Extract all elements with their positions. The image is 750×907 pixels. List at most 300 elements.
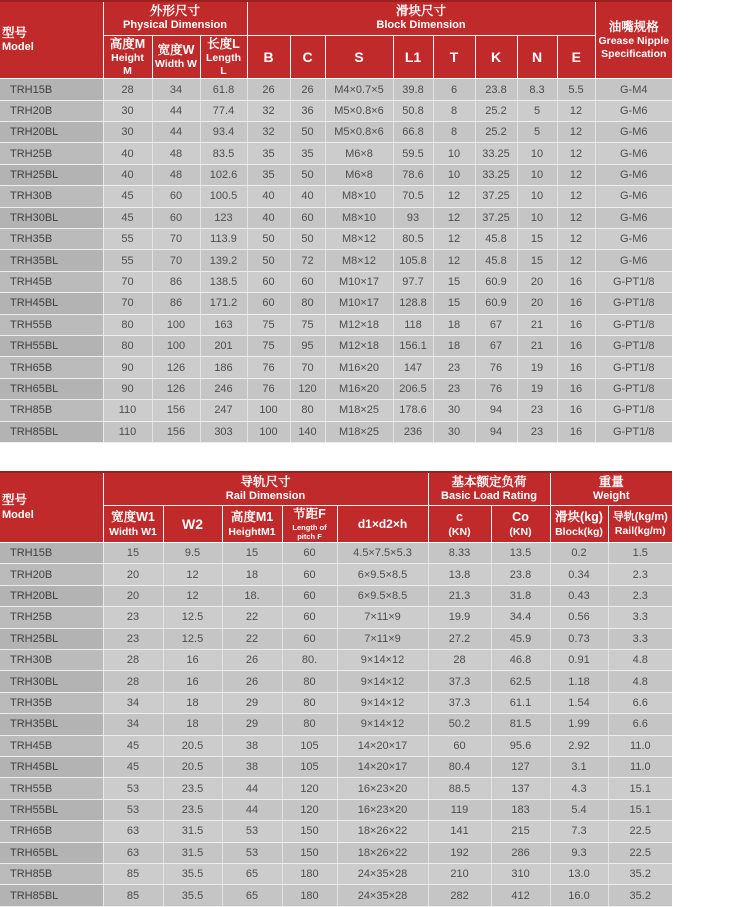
value-cell: M6×8 (325, 143, 393, 164)
value-cell: 34 (103, 692, 163, 713)
value-cell: M6×8 (325, 164, 393, 185)
table2-body (0, 543, 672, 907)
value-cell: 80 (290, 293, 325, 314)
weight-group-header: 重量 Weight (550, 472, 672, 506)
col-header-block-kg: 滑块(kg) Block(kg) (550, 506, 608, 543)
table-row (0, 79, 672, 100)
value-cell: G-PT1/8 (595, 271, 672, 292)
value-cell: 18 (222, 564, 282, 585)
col-header-width-w: 宽度W Width W (152, 35, 200, 79)
col-header-height-m1: 高度M1 HeightM1 (222, 506, 282, 543)
col-header-l1: L1 (393, 35, 433, 79)
value-cell: 44 (222, 778, 282, 799)
physical-dimension-en: Physical Dimension (123, 19, 227, 32)
physical-block-dimension-table (0, 0, 672, 443)
value-cell: 85 (103, 863, 163, 884)
value-cell: 16 (557, 378, 595, 399)
value-cell: 5.4 (550, 799, 608, 820)
value-cell: 29 (222, 692, 282, 713)
value-cell: 26 (247, 79, 290, 100)
model-cell: TRH55BL (0, 336, 103, 357)
value-cell: 60 (282, 607, 337, 628)
value-cell: 50 (247, 250, 290, 271)
value-cell: 80 (290, 400, 325, 421)
value-cell: 70.5 (393, 186, 433, 207)
rail-dimension-group-header: 导轨尺寸 Rail Dimension (103, 472, 428, 506)
value-cell: 156.1 (393, 336, 433, 357)
model-cell: TRH25B (0, 143, 103, 164)
value-cell: 247 (200, 400, 247, 421)
value-cell: 127 (491, 756, 550, 777)
model-cell: TRH65BL (0, 842, 103, 863)
value-cell: 12 (557, 207, 595, 228)
value-cell: 5 (517, 100, 557, 121)
value-cell: 45.8 (475, 229, 517, 250)
value-cell: 12 (433, 207, 475, 228)
model-cell: TRH55BL (0, 799, 103, 820)
value-cell: 138.5 (200, 271, 247, 292)
grease-nipple-zh: 油嘴规格 (608, 19, 659, 34)
value-cell: 86 (152, 271, 200, 292)
value-cell: 119 (428, 799, 491, 820)
value-cell: 20 (103, 585, 163, 606)
value-cell: 105 (282, 735, 337, 756)
value-cell: 53 (103, 799, 163, 820)
value-cell: 2.92 (550, 735, 608, 756)
value-cell: 20 (517, 293, 557, 314)
value-cell: 171.2 (200, 293, 247, 314)
col-header-c-kn: c (KN) (428, 506, 491, 543)
value-cell: 26 (222, 671, 282, 692)
value-cell: 23 (103, 628, 163, 649)
value-cell: 94 (475, 421, 517, 442)
value-cell: M8×12 (325, 250, 393, 271)
value-cell: 126 (152, 357, 200, 378)
table-row (0, 250, 672, 271)
value-cell: 55 (103, 250, 152, 271)
value-cell: M18×25 (325, 400, 393, 421)
value-cell: 100 (152, 314, 200, 335)
table-row (0, 885, 672, 906)
value-cell: G-PT1/8 (595, 314, 672, 335)
value-cell: 20.5 (163, 735, 222, 756)
model-cell: TRH35B (0, 229, 103, 250)
value-cell: M5×0.8×6 (325, 122, 393, 143)
value-cell: 67 (475, 314, 517, 335)
value-cell: 44 (152, 100, 200, 121)
value-cell: 13.8 (428, 564, 491, 585)
value-cell: 80 (282, 714, 337, 735)
value-cell: 9.3 (550, 842, 608, 863)
value-cell: 28 (103, 650, 163, 671)
value-cell: 63 (103, 821, 163, 842)
value-cell: 18 (163, 692, 222, 713)
value-cell: 76 (475, 357, 517, 378)
value-cell: 16×23×20 (337, 799, 428, 820)
value-cell: 28 (103, 671, 163, 692)
value-cell: 15.1 (608, 799, 672, 820)
col-header-w2: W2 (163, 506, 222, 543)
value-cell: M8×12 (325, 229, 393, 250)
table1-body (0, 79, 672, 443)
model-cell: TRH45B (0, 271, 103, 292)
value-cell: 123 (200, 207, 247, 228)
model-cell: TRH30BL (0, 207, 103, 228)
table-row (0, 842, 672, 863)
value-cell: 126 (152, 378, 200, 399)
value-cell: 31.5 (163, 842, 222, 863)
table-row (0, 400, 672, 421)
model-cell: TRH20B (0, 564, 103, 585)
value-cell: 180 (282, 885, 337, 906)
model-cell: TRH30B (0, 186, 103, 207)
value-cell: 45 (103, 735, 163, 756)
value-cell: 72 (290, 250, 325, 271)
value-cell: 4.3 (550, 778, 608, 799)
value-cell: 12 (163, 564, 222, 585)
value-cell: 9.5 (163, 543, 222, 564)
value-cell: 70 (103, 293, 152, 314)
value-cell: 35 (290, 143, 325, 164)
value-cell: 16 (557, 357, 595, 378)
model-label-zh: 型号 (2, 25, 28, 40)
value-cell: 25.2 (475, 122, 517, 143)
value-cell: 163 (200, 314, 247, 335)
value-cell: 16 (557, 421, 595, 442)
value-cell: 61.8 (200, 79, 247, 100)
value-cell: 2.3 (608, 585, 672, 606)
value-cell: 31.8 (491, 585, 550, 606)
value-cell: 37.25 (475, 186, 517, 207)
value-cell: 7.3 (550, 821, 608, 842)
value-cell: 38 (222, 756, 282, 777)
value-cell: G-PT1/8 (595, 421, 672, 442)
table-row (0, 564, 672, 585)
value-cell: 236 (393, 421, 433, 442)
table-row (0, 229, 672, 250)
col-header-k: K (475, 35, 517, 79)
value-cell: M10×17 (325, 271, 393, 292)
value-cell: 201 (200, 336, 247, 357)
value-cell: 15 (517, 250, 557, 271)
value-cell: 3.3 (608, 607, 672, 628)
value-cell: 31.5 (163, 821, 222, 842)
value-cell: 139.2 (200, 250, 247, 271)
value-cell: 32 (247, 100, 290, 121)
value-cell: 2.3 (608, 564, 672, 585)
value-cell: 35.2 (608, 863, 672, 884)
model-cell: TRH30BL (0, 671, 103, 692)
value-cell: G-PT1/8 (595, 357, 672, 378)
value-cell: 28 (428, 650, 491, 671)
value-cell: 100 (152, 336, 200, 357)
value-cell: 5.5 (557, 79, 595, 100)
value-cell: 21 (517, 314, 557, 335)
value-cell: 15 (222, 543, 282, 564)
value-cell: 10 (517, 207, 557, 228)
value-cell: 26 (290, 79, 325, 100)
value-cell: 20.5 (163, 756, 222, 777)
model-cell: TRH55B (0, 314, 103, 335)
table-row (0, 692, 672, 713)
grease-nipple-en1: Grease Nipple (598, 35, 670, 48)
value-cell: 20 (103, 564, 163, 585)
value-cell: 303 (200, 421, 247, 442)
value-cell: 81.5 (491, 714, 550, 735)
value-cell: 48 (152, 143, 200, 164)
value-cell: 23.5 (163, 778, 222, 799)
value-cell: 62.5 (491, 671, 550, 692)
value-cell: 45.8 (475, 250, 517, 271)
value-cell: 75 (247, 336, 290, 357)
value-cell: 28 (103, 79, 152, 100)
model-cell: TRH20BL (0, 122, 103, 143)
value-cell: 27.2 (428, 628, 491, 649)
value-cell: 0.43 (550, 585, 608, 606)
value-cell: 45.9 (491, 628, 550, 649)
value-cell: 16×23×20 (337, 778, 428, 799)
value-cell: 22.5 (608, 821, 672, 842)
value-cell: 8 (433, 122, 475, 143)
value-cell: 19 (517, 378, 557, 399)
value-cell: 10 (517, 164, 557, 185)
value-cell: 100.5 (200, 186, 247, 207)
value-cell: 12 (557, 186, 595, 207)
table-separator-gap (0, 443, 750, 471)
value-cell: 9×14×12 (337, 671, 428, 692)
table-row (0, 293, 672, 314)
value-cell: 113.9 (200, 229, 247, 250)
value-cell: 29 (222, 714, 282, 735)
value-cell: 120 (282, 778, 337, 799)
value-cell: 3.3 (608, 628, 672, 649)
value-cell: 11.0 (608, 735, 672, 756)
model-cell: TRH35BL (0, 250, 103, 271)
value-cell: 9×14×12 (337, 692, 428, 713)
value-cell: 24×35×28 (337, 885, 428, 906)
value-cell: M10×17 (325, 293, 393, 314)
value-cell: 7×11×9 (337, 607, 428, 628)
value-cell: 60 (282, 628, 337, 649)
model-cell: TRH45BL (0, 293, 103, 314)
value-cell: G-M6 (595, 186, 672, 207)
model-cell: TRH85BL (0, 885, 103, 906)
col-header-rail-kgm: 导轨(kg/m) Rail(kg/m) (608, 506, 672, 543)
value-cell: 80.5 (393, 229, 433, 250)
block-dimension-group-header (247, 1, 595, 35)
value-cell: 15 (517, 229, 557, 250)
value-cell: 105 (282, 756, 337, 777)
model-cell: TRH20BL (0, 585, 103, 606)
value-cell: 23 (517, 421, 557, 442)
value-cell: 12.5 (163, 607, 222, 628)
value-cell: 180 (282, 863, 337, 884)
value-cell: 9×14×12 (337, 650, 428, 671)
value-cell: 97.7 (393, 271, 433, 292)
value-cell: 60 (282, 543, 337, 564)
value-cell: 12 (433, 229, 475, 250)
value-cell: 18 (433, 336, 475, 357)
value-cell: 8.33 (428, 543, 491, 564)
rail-dimension-table (0, 471, 672, 907)
value-cell: 1.5 (608, 543, 672, 564)
value-cell: 23.8 (491, 564, 550, 585)
value-cell: 77.4 (200, 100, 247, 121)
value-cell: 12 (557, 250, 595, 271)
value-cell: 50.8 (393, 100, 433, 121)
value-cell: G-PT1/8 (595, 336, 672, 357)
value-cell: 23 (433, 357, 475, 378)
value-cell: 60.9 (475, 271, 517, 292)
model-cell: TRH65B (0, 357, 103, 378)
model-cell: TRH45B (0, 735, 103, 756)
value-cell: 35.2 (608, 885, 672, 906)
value-cell: 23 (517, 400, 557, 421)
table-row (0, 799, 672, 820)
value-cell: 30 (103, 100, 152, 121)
value-cell: 65 (222, 885, 282, 906)
table-row (0, 271, 672, 292)
value-cell: 128.8 (393, 293, 433, 314)
value-cell: 40 (247, 207, 290, 228)
value-cell: 140 (290, 421, 325, 442)
value-cell: 286 (491, 842, 550, 863)
value-cell: 6.6 (608, 692, 672, 713)
value-cell: 10 (517, 186, 557, 207)
grease-nipple-column-header (595, 1, 672, 79)
value-cell: 4.8 (608, 650, 672, 671)
basic-load-rating-group-header: 基本额定负荷 Basic Load Rating (428, 472, 550, 506)
value-cell: 16 (557, 336, 595, 357)
value-cell: 45 (103, 756, 163, 777)
value-cell: 95.6 (491, 735, 550, 756)
value-cell: 93.4 (200, 122, 247, 143)
value-cell: 78.6 (393, 164, 433, 185)
value-cell: 14×20×17 (337, 735, 428, 756)
value-cell: 23 (103, 607, 163, 628)
value-cell: 3.1 (550, 756, 608, 777)
value-cell: 16 (557, 314, 595, 335)
value-cell: 61.1 (491, 692, 550, 713)
value-cell: 16 (557, 400, 595, 421)
model-cell: TRH25B (0, 607, 103, 628)
col-header-s: S (325, 35, 393, 79)
model-cell: TRH15B (0, 79, 103, 100)
value-cell: 150 (282, 842, 337, 863)
value-cell: 15 (433, 293, 475, 314)
value-cell: 80. (282, 650, 337, 671)
value-cell: 70 (290, 357, 325, 378)
value-cell: M8×10 (325, 186, 393, 207)
value-cell: 156 (152, 400, 200, 421)
value-cell: 95 (290, 336, 325, 357)
value-cell: 18 (163, 714, 222, 735)
table-row (0, 314, 672, 335)
value-cell: 12 (433, 250, 475, 271)
value-cell: G-M6 (595, 229, 672, 250)
value-cell: M4×0.7×5 (325, 79, 393, 100)
table-row (0, 378, 672, 399)
value-cell: 76 (475, 378, 517, 399)
value-cell: 80.4 (428, 756, 491, 777)
value-cell: 70 (152, 250, 200, 271)
table-row (0, 778, 672, 799)
value-cell: 15 (433, 271, 475, 292)
value-cell: 16 (557, 293, 595, 314)
value-cell: 282 (428, 885, 491, 906)
value-cell: 1.18 (550, 671, 608, 692)
value-cell: 37.3 (428, 671, 491, 692)
value-cell: 22 (222, 607, 282, 628)
value-cell: G-PT1/8 (595, 400, 672, 421)
model-cell: TRH85B (0, 400, 103, 421)
value-cell: 110 (103, 400, 152, 421)
value-cell: 11.0 (608, 756, 672, 777)
value-cell: 80 (282, 671, 337, 692)
table-row (0, 607, 672, 628)
model-cell: TRH85B (0, 863, 103, 884)
value-cell: 16 (557, 271, 595, 292)
table-row (0, 543, 672, 564)
value-cell: 53 (222, 821, 282, 842)
model-column-header (0, 1, 103, 79)
value-cell: 18. (222, 585, 282, 606)
value-cell: 0.91 (550, 650, 608, 671)
value-cell: 120 (282, 799, 337, 820)
value-cell: 110 (103, 421, 152, 442)
value-cell: 53 (103, 778, 163, 799)
value-cell: 8 (433, 100, 475, 121)
value-cell: 60 (282, 564, 337, 585)
table1-header (0, 1, 672, 79)
value-cell: 60 (247, 271, 290, 292)
value-cell: 50 (247, 229, 290, 250)
value-cell: 35.5 (163, 885, 222, 906)
value-cell: 8.3 (517, 79, 557, 100)
value-cell: 53 (222, 842, 282, 863)
value-cell: 24×35×28 (337, 863, 428, 884)
value-cell: G-M6 (595, 100, 672, 121)
value-cell: 83.5 (200, 143, 247, 164)
value-cell: 4.8 (608, 671, 672, 692)
value-cell: 22 (222, 628, 282, 649)
value-cell: 66.8 (393, 122, 433, 143)
model-column-header: 型号 Model (0, 472, 103, 543)
value-cell: 44 (222, 799, 282, 820)
value-cell: 12 (557, 164, 595, 185)
value-cell: 85 (103, 885, 163, 906)
col-header-e: E (557, 35, 595, 79)
value-cell: 50.2 (428, 714, 491, 735)
value-cell: 30 (103, 122, 152, 143)
value-cell: 12 (557, 100, 595, 121)
value-cell: 60 (282, 585, 337, 606)
value-cell: G-M4 (595, 79, 672, 100)
value-cell: 67 (475, 336, 517, 357)
value-cell: 21 (517, 336, 557, 357)
value-cell: 44 (152, 122, 200, 143)
value-cell: 45 (103, 207, 152, 228)
value-cell: 412 (491, 885, 550, 906)
model-cell: TRH15B (0, 543, 103, 564)
value-cell: 93 (393, 207, 433, 228)
table-row (0, 164, 672, 185)
value-cell: 60 (152, 186, 200, 207)
value-cell: 75 (247, 314, 290, 335)
value-cell: 37.3 (428, 692, 491, 713)
value-cell: 15 (103, 543, 163, 564)
col-header-height-m: 高度M Height M (103, 35, 152, 79)
